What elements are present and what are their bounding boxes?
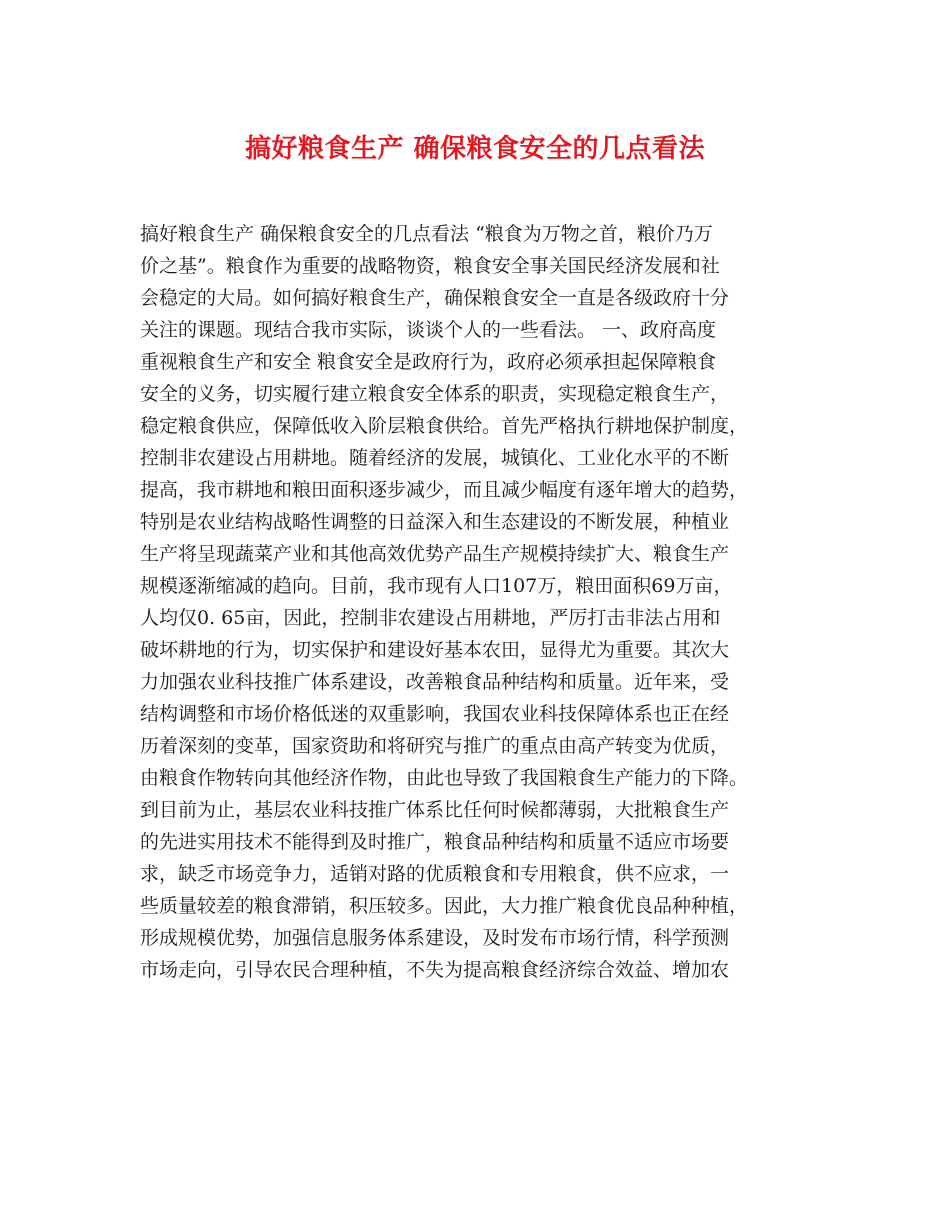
body-line: 结构调整和市场价格低迷的双重影响，我国农业科技保障体系也正在经: [140, 703, 730, 725]
body-line: 搞好粮食生产 确保粮食安全的几点看法 “粮食为万物之首，粮价乃万: [140, 223, 713, 245]
body-line: 控制非农建设占用耕地。随着经济的发展，城镇化、工业化水平的不断: [140, 447, 730, 469]
body-line: 历着深刻的变革，国家资助和将研究与推广的重点由高产转变为优质，: [140, 735, 730, 757]
body-line: 重视粮食生产和安全 粮食安全是政府行为，政府必须承担起保障粮食: [140, 351, 717, 373]
body-line: 到目前为止，基层农业科技推广体系比任何时候都薄弱，大批粮食生产: [140, 799, 730, 821]
body-line: 些质量较差的粮食滞销，积压较多。因此，大力推广粮食优良品种种植，: [140, 895, 749, 917]
body-line: 关注的课题。现结合我市实际，谈谈个人的一些看法。 一、政府高度: [140, 319, 717, 341]
body-line: 形成规模优势，加强信息服务体系建设，及时发布市场行情，科学预测: [140, 927, 730, 949]
body-line: 安全的义务，切实履行建立粮食安全体系的职责，实现稳定粮食生产，: [140, 383, 730, 405]
body-line: 求，缺乏市场竞争力，适销对路的优质粮食和专用粮食，供不应求，一: [140, 863, 730, 885]
body-line: 价之基”。粮食作为重要的战略物资，粮食安全事关国民经济发展和社: [140, 255, 720, 277]
body-line: 由粮食作物转向其他经济作物，由此也导致了我国粮食生产能力的下降。: [140, 767, 749, 789]
body-line: 提高，我市耕地和粮田面积逐步减少，而且减少幅度有逐年增大的趋势，: [140, 479, 749, 501]
body-line: 的先进实用技术不能得到及时推广，粮食品种结构和质量不适应市场要: [140, 831, 730, 853]
body-line: 生产将呈现蔬菜产业和其他高效优势产品生产规模持续扩大、粮食生产: [140, 543, 730, 565]
body-line: 特别是农业结构战略性调整的日益深入和生态建设的不断发展，种植业: [140, 511, 730, 533]
body-line: 市场走向，引导农民合理种植，不失为提高粮食经济综合效益、增加农: [140, 959, 730, 981]
body-line: 力加强农业科技推广体系建设，改善粮食品种结构和质量。近年来，受: [140, 671, 730, 693]
body-line: 人均仅0. 65亩，因此，控制非农建设占用耕地，严厉打击非法占用和: [140, 607, 721, 629]
body-line: 会稳定的大局。如何搞好粮食生产，确保粮食安全一直是各级政府十分: [140, 287, 730, 309]
body-line: 稳定粮食供应，保障低收入阶层粮食供给。首先严格执行耕地保护制度，: [140, 415, 749, 437]
body-line: 规模逐渐缩减的趋向。目前，我市现有人口107万，粮田面积69万亩，: [140, 575, 733, 597]
body-line: 破坏耕地的行为，切实保护和建设好基本农田，显得尤为重要。其次大: [140, 639, 730, 661]
document-title: 搞好粮食生产 确保粮食安全的几点看法: [244, 134, 706, 164]
document-body: [140, 218, 824, 986]
